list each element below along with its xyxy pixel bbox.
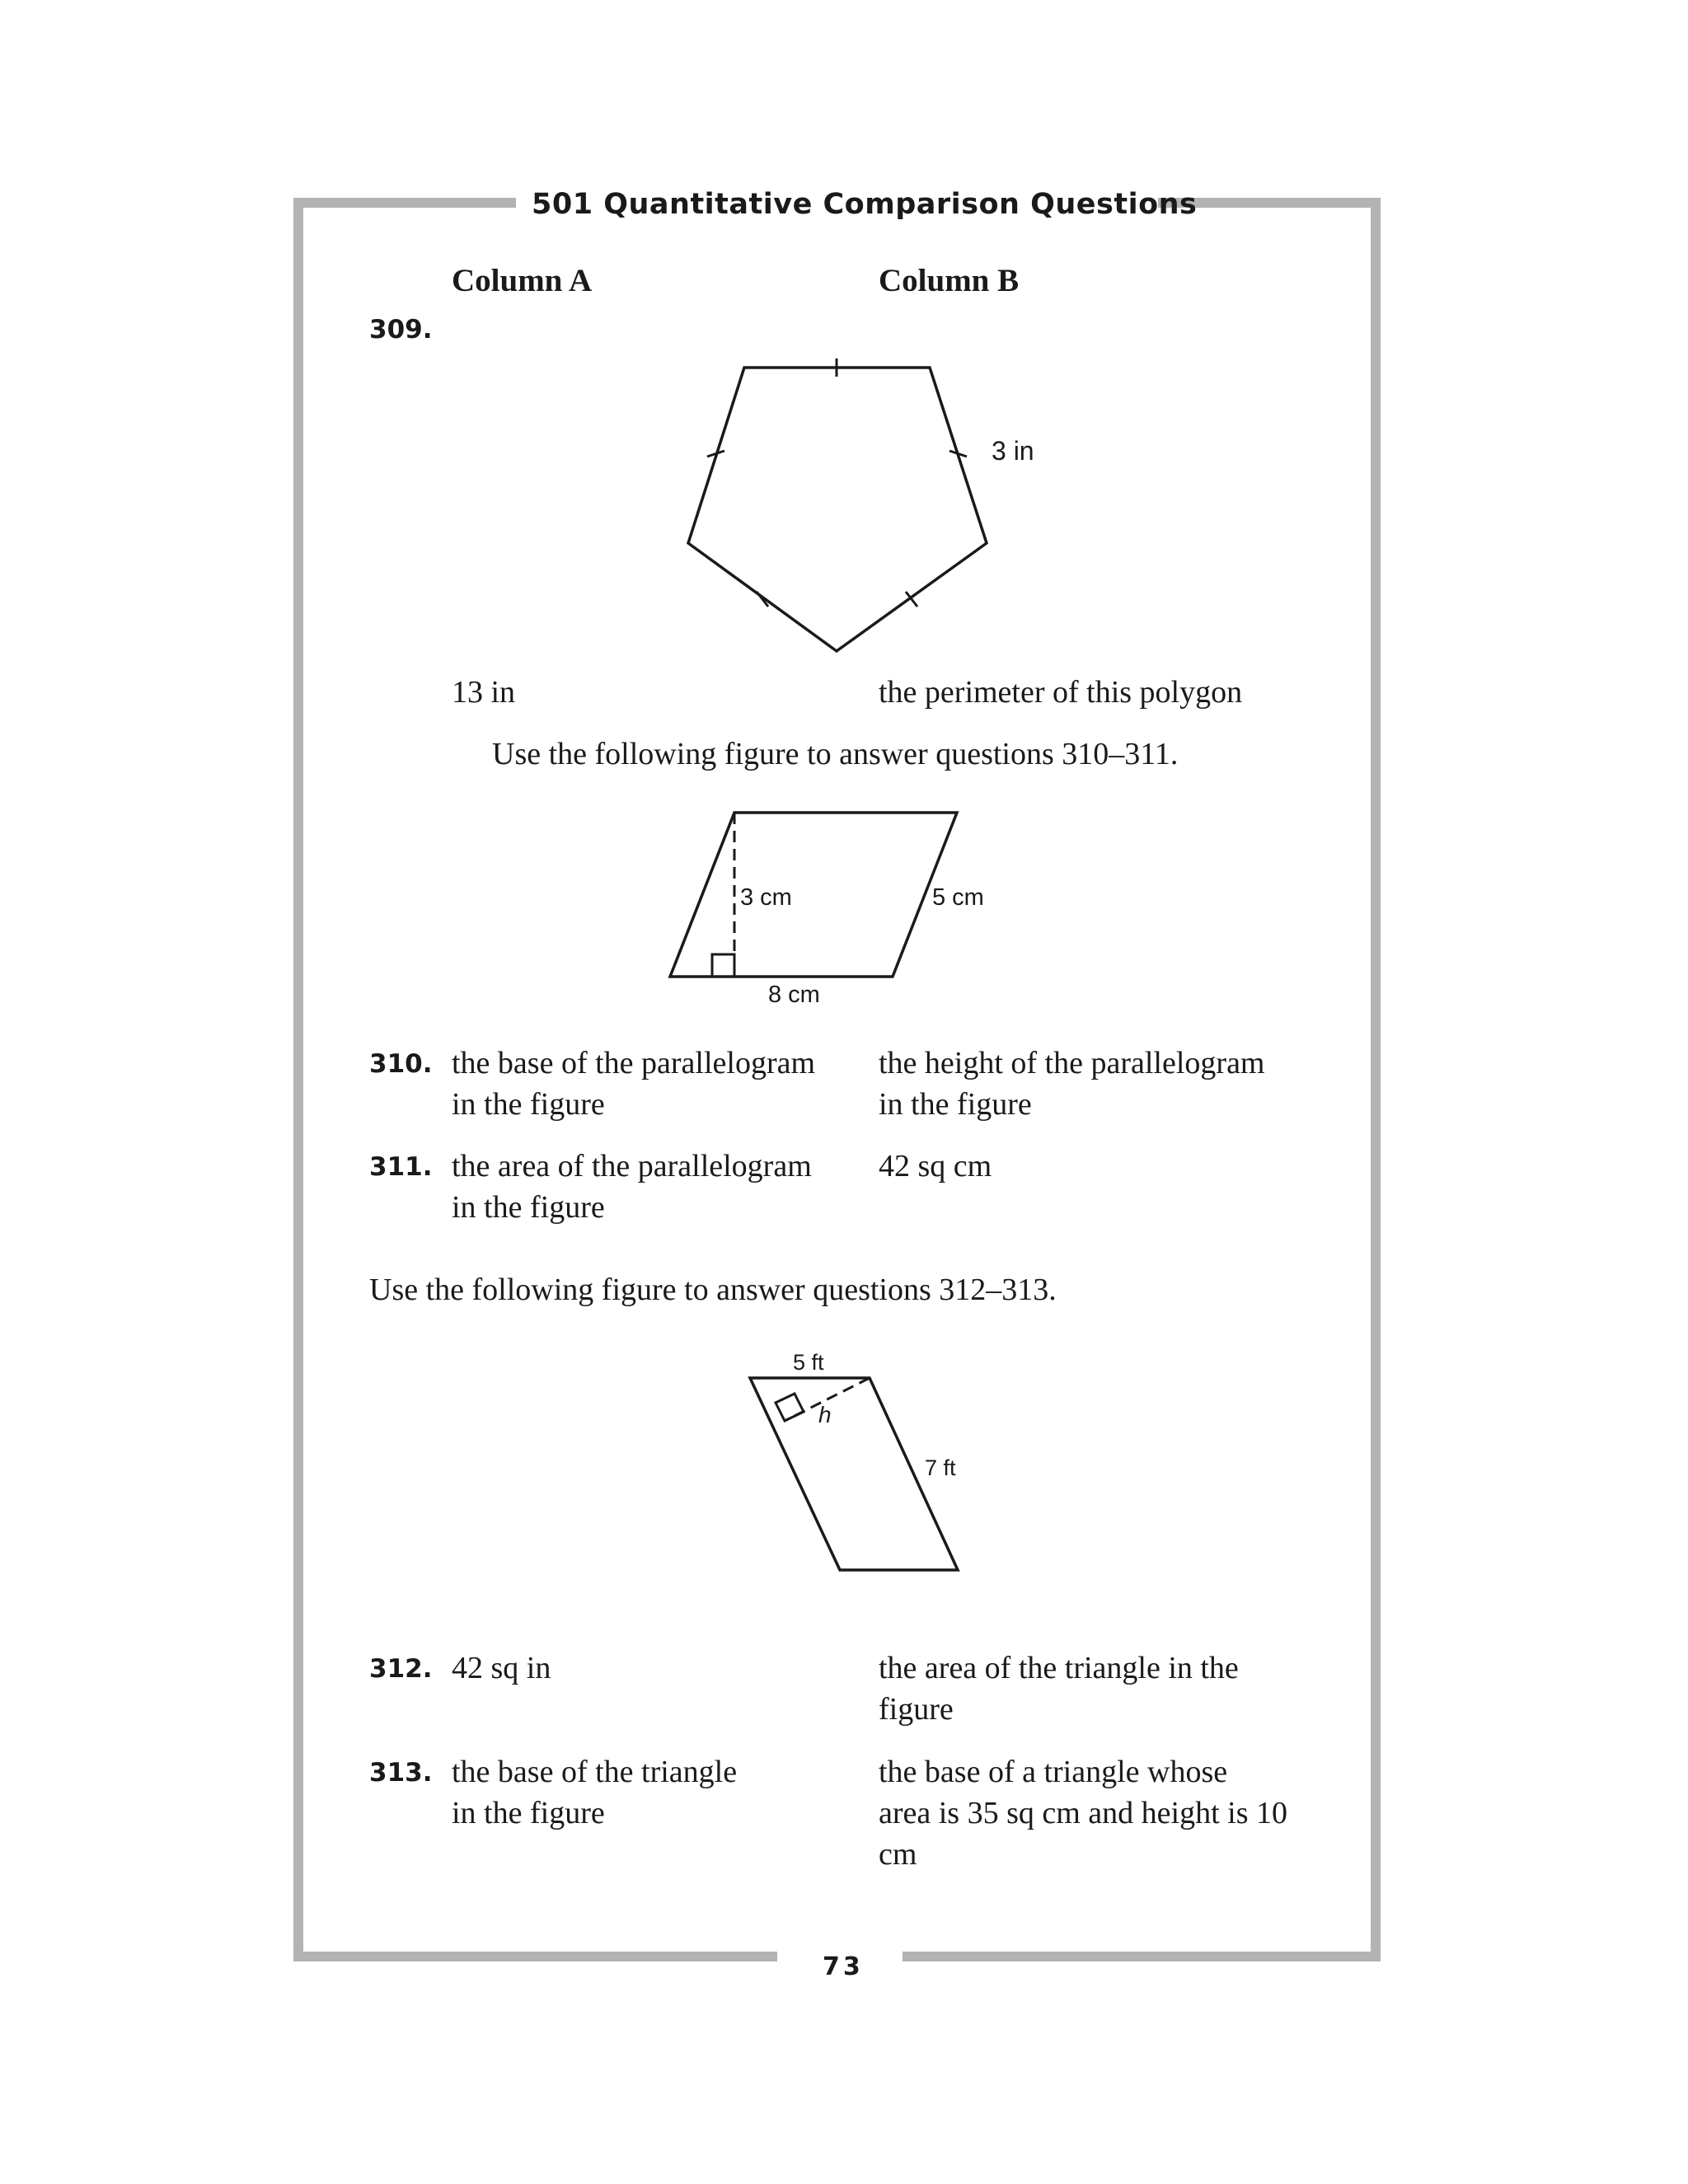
triangle-right-angle-marker: [776, 1394, 804, 1421]
triangle-figure: [725, 1335, 989, 1582]
pentagon-figure: [659, 346, 1034, 668]
frame-top-left: [293, 198, 516, 208]
question-311-column-a-line-1: the area of the parallelogram: [452, 1149, 812, 1183]
parallelogram-shape: [670, 813, 957, 977]
pentagon-shape: [688, 368, 987, 651]
question-312-column-b-line-2: figure: [879, 1692, 954, 1727]
pentagon-side-label: 3 in: [992, 436, 1034, 466]
question-310-number: 310.: [369, 1049, 433, 1079]
question-311-column-b: 42 sq cm: [879, 1149, 992, 1183]
question-310-column-a: [452, 1043, 815, 1125]
triangle-side-label: 7 ft: [925, 1455, 956, 1480]
question-313-column-a: [452, 1751, 737, 1834]
parallelogram-side-label: 5 cm: [932, 884, 984, 911]
question-313-column-b: [879, 1751, 1287, 1875]
page-header-title: 501 Quantitative Comparison Questions: [532, 188, 1198, 221]
question-312-column-b: [879, 1647, 1239, 1730]
question-313-column-b-line-2: area is 35 sq cm and height is 10: [879, 1796, 1288, 1830]
column-b-heading: Column B: [879, 263, 1020, 298]
question-313-column-a-line-2: in the figure: [452, 1796, 605, 1830]
question-313-column-a-line-1: the base of the triangle: [452, 1755, 738, 1789]
question-310-column-a-line-2: in the figure: [452, 1087, 605, 1122]
page-number: 73: [823, 1952, 864, 1981]
question-309-column-b: the perimeter of this polygon: [879, 675, 1243, 710]
parallelogram-base-label: 8 cm: [768, 982, 820, 1008]
question-310-column-a-line-1: the base of the parallelogram: [452, 1046, 816, 1080]
question-311-column-a: [452, 1146, 812, 1228]
frame-bottom-left: [293, 1952, 777, 1961]
right-angle-marker: [712, 954, 734, 977]
frame-bottom-right: [903, 1952, 1381, 1961]
instruction-310-311: Use the following figure to answer questions 310–311.: [492, 737, 1179, 771]
question-313-column-b-line-1: the base of a triangle whose: [879, 1755, 1228, 1789]
column-a-heading: Column A: [452, 263, 593, 298]
instruction-312-313: Use the following figure to answer questions 312–313.: [369, 1272, 1057, 1307]
question-310-column-b-line-1: the height of the parallelogram: [879, 1046, 1265, 1080]
question-312-number: 312.: [369, 1654, 433, 1684]
triangle-height-label: h: [818, 1402, 832, 1427]
question-313-column-b-line-3: cm: [879, 1837, 917, 1872]
question-311-number: 311.: [369, 1152, 433, 1182]
question-310-column-b: [879, 1043, 1265, 1125]
question-313-number: 313.: [369, 1758, 433, 1788]
parallelogram-figure: [659, 799, 1006, 1014]
question-309-number: 309.: [369, 315, 433, 344]
question-312-column-b-line-1: the area of the triangle in the: [879, 1651, 1239, 1685]
frame-right: [1371, 198, 1381, 1961]
question-310-column-b-line-2: in the figure: [879, 1087, 1032, 1122]
triangle-top-label: 5 ft: [793, 1350, 824, 1375]
question-312-column-a: 42 sq in: [452, 1651, 551, 1685]
frame-left: [293, 198, 303, 1961]
question-311-column-a-line-2: in the figure: [452, 1190, 605, 1225]
question-309-column-a: 13 in: [452, 675, 516, 710]
congruence-tick-marks: [707, 359, 967, 607]
parallelogram-height-label: 3 cm: [740, 884, 792, 911]
